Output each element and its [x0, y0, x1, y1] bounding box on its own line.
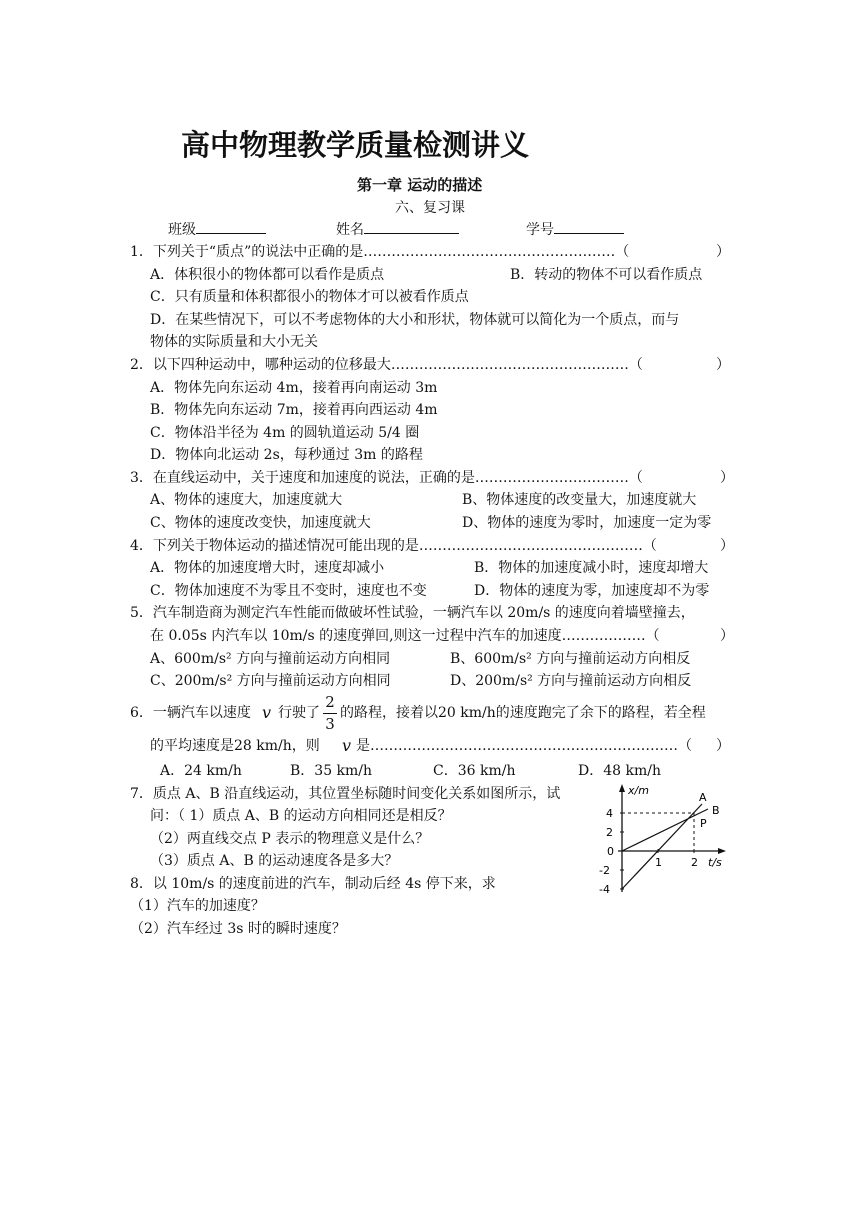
y-tick-label--2: -2 — [599, 864, 610, 877]
position-time-graph — [598, 780, 734, 902]
point-label-b: B — [712, 804, 720, 817]
section-title: 六、复习课 — [395, 200, 465, 216]
point-label-p: P — [700, 817, 707, 830]
q5-option-b: B、600m/s² 方向与撞前运动方向相反 — [450, 651, 691, 667]
q6-option-a: A．24 km/h — [160, 763, 242, 779]
q4-stem: 4．下列关于物体运动的描述情况可能出现的是…………………………………………（ — [130, 538, 657, 554]
q2-stem: 2．以下四种运动中，哪种运动的位移最大……………………………………………（ — [130, 357, 643, 373]
class-label: 班级 — [168, 222, 196, 238]
q2-option-b: B．物体先向东运动 7m，接着再向西运动 4m — [150, 402, 438, 418]
id-blank[interactable] — [554, 219, 624, 234]
name-label: 姓名 — [336, 222, 364, 238]
q5-option-c: C、200m/s² 方向与撞前运动方向相同 — [150, 673, 391, 689]
q4-option-a: A．物体的加速度增大时，速度却减小 — [150, 560, 385, 576]
q7-line-4: （3）质点 A、B 的运动速度各是多大？ — [150, 853, 399, 869]
q4-option-d: D．物体的速度为零，加速度却不为零 — [474, 583, 710, 599]
q7-line-3: （2）两直线交点 P 表示的物理意义是什么？ — [150, 831, 430, 847]
q6-velocity-symbol-2: v — [342, 736, 352, 755]
q5-stem: 5．汽车制造商为测定汽车性能而做破坏性试验，一辆汽车以 20m/s 的速度向着墙壁撞去， — [130, 605, 695, 621]
name-field — [336, 219, 459, 240]
q6-stem-a: 6．一辆汽车以速度 — [130, 705, 251, 721]
point-label-a: A — [699, 791, 707, 804]
id-field — [526, 219, 624, 240]
q6-stem-c: 的路程，接着以20 km/h的速度跑完了余下的路程，若全程 — [340, 705, 706, 721]
class-blank[interactable] — [196, 219, 266, 234]
q7-line-2: 问：（ 1）质点 A、B 的运动方向相同还是相反？ — [150, 808, 452, 824]
y-tick-label-4: 4 — [606, 807, 613, 820]
chapter-title: 第一章 运动的描述 — [357, 176, 483, 194]
y-tick-label--4: -4 — [599, 883, 610, 896]
q6-option-d: D．48 km/h — [578, 763, 661, 779]
id-label: 学号 — [526, 222, 554, 238]
q8-line-3: （2）汽车经过 3s 时的瞬时速度？ — [130, 921, 346, 937]
q3-option-d: D、物体的速度为零时，加速度一定为零 — [462, 515, 712, 531]
q6-answer-close: ） — [716, 738, 730, 754]
q2-option-d: D．物体向北运动 2s，每秒通过 3m 的路程 — [150, 447, 423, 463]
q8-line-1: 8．以 10m/s 的速度前进的汽车，制动后经 4s 停下来，求 — [130, 876, 496, 892]
q6-stem-b: 行驶了 — [278, 705, 320, 721]
q3-option-a: A、物体的速度大，加速度就大 — [150, 492, 343, 508]
line-a — [622, 804, 702, 889]
q6-velocity-symbol: v — [262, 703, 272, 722]
y-tick-label-2: 2 — [606, 826, 613, 839]
q1-option-c: C．只有质量和体积都很小的物体才可以被看作质点 — [150, 289, 469, 305]
q4-answer-close: ） — [720, 538, 734, 554]
q2-option-c: C．物体沿半径为 4m 的圆轨道运动 5/4 圈 — [150, 425, 420, 441]
q1-option-b: B．转动的物体不可以看作质点 — [510, 267, 703, 283]
q1-stem: 1．下列关于“质点”的说法中正确的是………………………………………………（ — [130, 244, 630, 260]
q6-option-c: C．36 km/h — [433, 763, 516, 779]
q6-option-b: B．35 km/h — [290, 763, 373, 779]
q1-answer-close: ） — [716, 244, 730, 260]
q5-stem-cont: 在 0.05s 内汽车以 10m/s 的速度弹回,则这一过程中汽车的加速度………………（ — [150, 628, 660, 644]
q5-answer-close: ） — [720, 628, 734, 644]
q4-option-c: C．物体加速度不为零且不变时，速度也不变 — [150, 583, 427, 599]
q6-fraction-numerator: 2 — [325, 693, 335, 711]
q4-option-b: B．物体的加速度减小时，速度却增大 — [474, 560, 709, 576]
name-blank[interactable] — [364, 219, 459, 234]
q6-stem2-a: 的平均速度是28 km/h，则 — [150, 738, 320, 754]
q1-option-a: A．体积很小的物体都可以看作是质点 — [150, 267, 385, 283]
q6-fraction-denominator: 3 — [325, 715, 335, 733]
x-tick-label-1: 1 — [655, 856, 662, 869]
y-axis-label: x/m — [628, 784, 649, 797]
q3-option-b: B、物体速度的改变量大，加速度就大 — [462, 492, 697, 508]
q2-answer-close: ） — [716, 357, 730, 373]
q6-fraction-bar — [323, 713, 337, 714]
line-b — [622, 809, 708, 851]
q8-line-2: （1）汽车的加速度？ — [130, 898, 265, 914]
page-title: 高中物理教学质量检测讲义 — [181, 128, 530, 162]
x-axis-arrow — [718, 848, 726, 854]
q2-option-a: A．物体先向东运动 4m，接着再向南运动 3m — [150, 380, 438, 396]
q1-option-d: D．在某些情况下，可以不考虑物体的大小和形状，物体就可以简化为一个质点，而与 — [150, 312, 680, 328]
q7-line-1: 7．质点 A、B 沿直线运动，其位置坐标随时间变化关系如图所示，试 — [130, 786, 561, 802]
y-axis-arrow — [619, 784, 625, 792]
q3-stem: 3．在直线运动中，关于速度和加速度的说法，正确的是……………………………（ — [130, 470, 643, 486]
y-tick-label-0: 0 — [607, 845, 614, 858]
q3-answer-close: ） — [720, 470, 734, 486]
q6-stem2-b: 是…………………………………………………………（ — [356, 738, 692, 754]
q5-option-d: D、200m/s² 方向与撞前运动方向相反 — [450, 673, 692, 689]
q1-option-d-cont: 物体的实际质量和大小无关 — [150, 334, 318, 350]
q3-option-c: C、物体的速度改变快，加速度就大 — [150, 515, 371, 531]
student-info-row — [168, 219, 266, 240]
q5-option-a: A、600m/s² 方向与撞前运动方向相同 — [150, 651, 391, 667]
x-tick-label-2: 2 — [691, 856, 698, 869]
x-axis-label: t/s — [708, 856, 722, 869]
